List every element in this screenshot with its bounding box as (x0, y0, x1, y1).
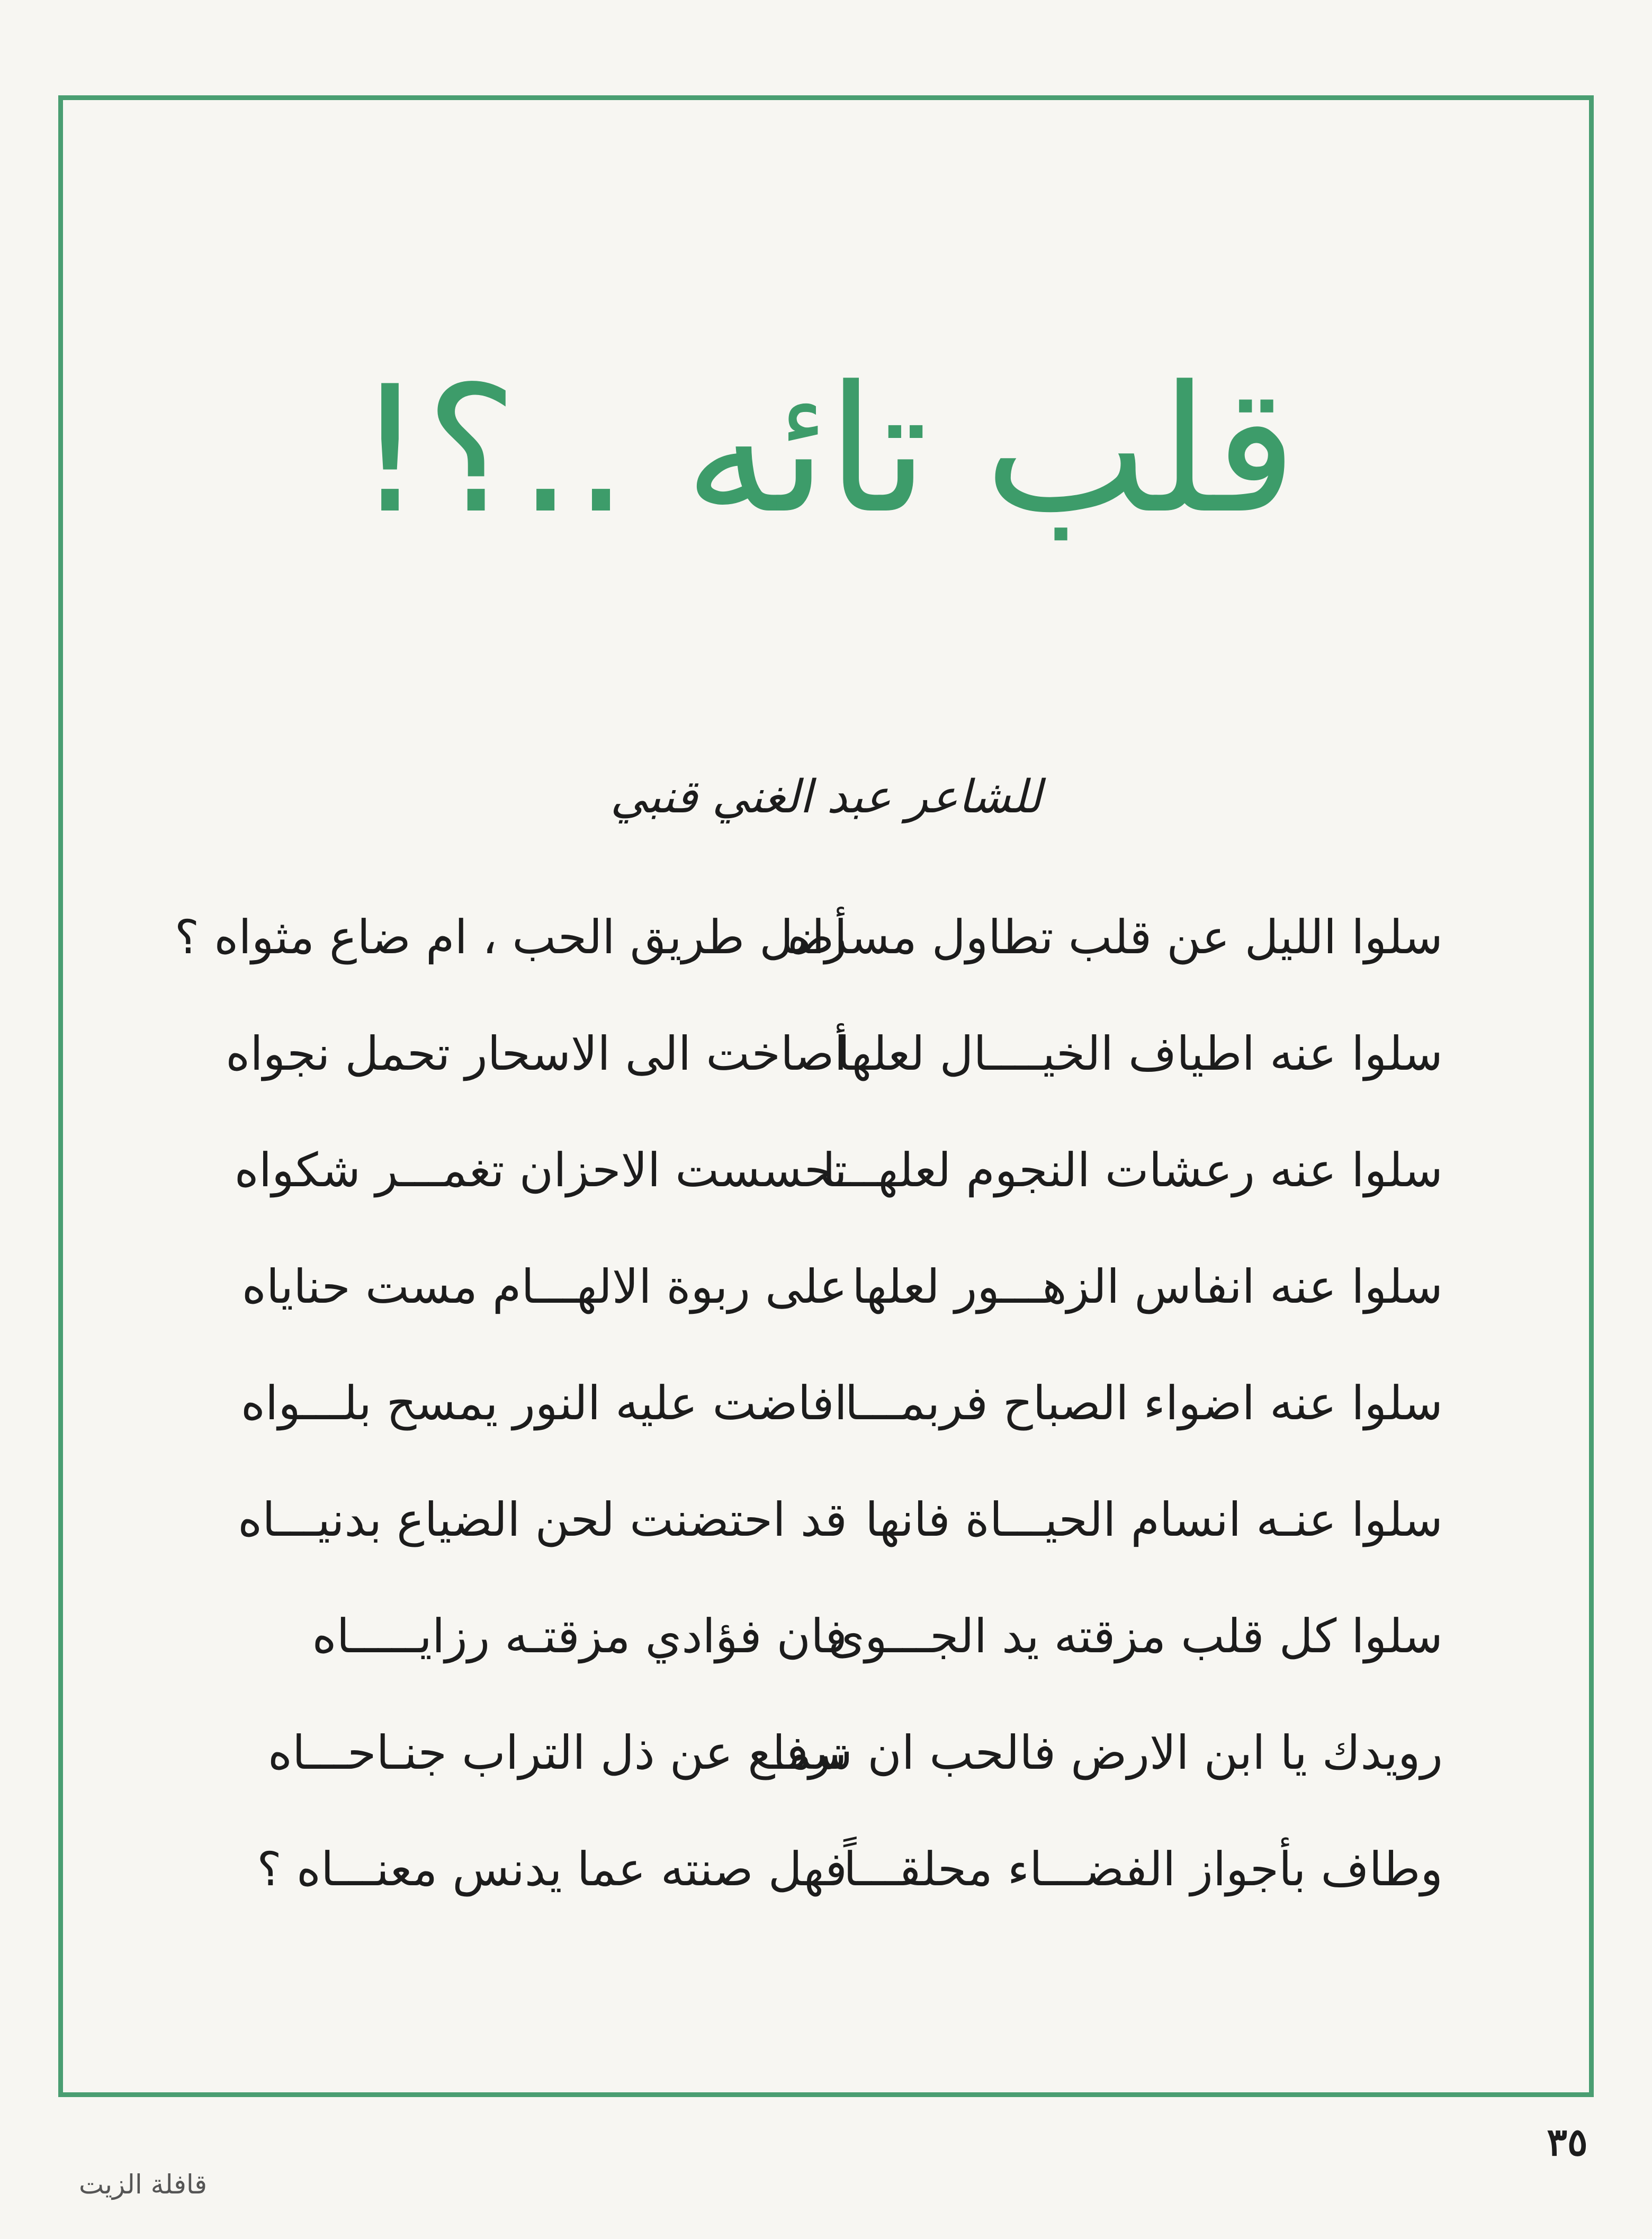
verse-9 (58, 1811, 1594, 1928)
verse-8 (58, 1695, 1594, 1811)
poet-byline: للشاعر عبد الغني قنبي (610, 771, 1042, 823)
verse-5-second-hemistich: افاضت عليه النور يمسح بلـــواه (240, 1376, 847, 1430)
verse-4 (58, 1229, 1594, 1345)
verse-3-first-hemistich: سلوا عنه رعشات النجوم لعلهـــا (822, 1143, 1443, 1197)
verse-2-second-hemistich: أصاخت الى الاسحار تحمل نجواه (226, 1026, 847, 1081)
verse-2-first-hemistich: سلوا عنه اطياف الخيــــال لعلها (837, 1026, 1443, 1081)
poem-body (58, 879, 1594, 1938)
page-number: ٣٥ (1547, 2119, 1588, 2164)
verse-7 (58, 1578, 1594, 1695)
verse-3 (58, 1112, 1594, 1229)
verse-6-first-hemistich: سلوا عنـه انسام الحيـــاة فانها (865, 1492, 1443, 1547)
verse-1 (58, 879, 1594, 996)
verse-6-second-hemistich: قد احتضنت لحن الضياع بدنيـــاه (238, 1492, 847, 1547)
verse-1-second-hemistich: أضل طريق الحب ، ام ضاع مثواه ؟ (174, 910, 847, 964)
verse-3-second-hemistich: تحسست الاحزان تغمـــر شكواه (234, 1143, 847, 1197)
magazine-name-footer: قافلة الزيت (78, 2169, 208, 2200)
poem-title: قلب تائه ..؟! (355, 348, 1297, 552)
verse-4-first-hemistich: سلوا عنه انفاس الزهـــور لعلها (852, 1259, 1443, 1314)
verse-6 (58, 1462, 1594, 1578)
verse-7-first-hemistich: سلوا كل قلب مزقته يد الجـــوى (828, 1609, 1443, 1663)
verse-5-first-hemistich: سلوا عنه اضواء الصباح فربمـــا (845, 1376, 1443, 1430)
verse-9-second-hemistich: فهل صنته عما يدنس معنـــاه ؟ (257, 1842, 847, 1896)
verse-9-first-hemistich: وطاف بأجواز الفضـــاء محلقـــاً (843, 1842, 1443, 1896)
verse-2 (58, 996, 1594, 1112)
verse-7-second-hemistich: فان فؤادي مزقتـه رزايـــــاه (312, 1609, 847, 1663)
verse-1-first-hemistich: سلوا الليل عن قلب تطاول مسراه (787, 910, 1443, 964)
verse-8-second-hemistich: ترفـع عن ذل التراب جنـاحـــاه (267, 1725, 847, 1780)
verse-5 (58, 1345, 1594, 1462)
verse-8-first-hemistich: رويدك يا ابن الارض فالحب ان سما (772, 1725, 1443, 1780)
verse-4-second-hemistich: على ربوة الالهـــام مست حناياه (241, 1259, 847, 1314)
